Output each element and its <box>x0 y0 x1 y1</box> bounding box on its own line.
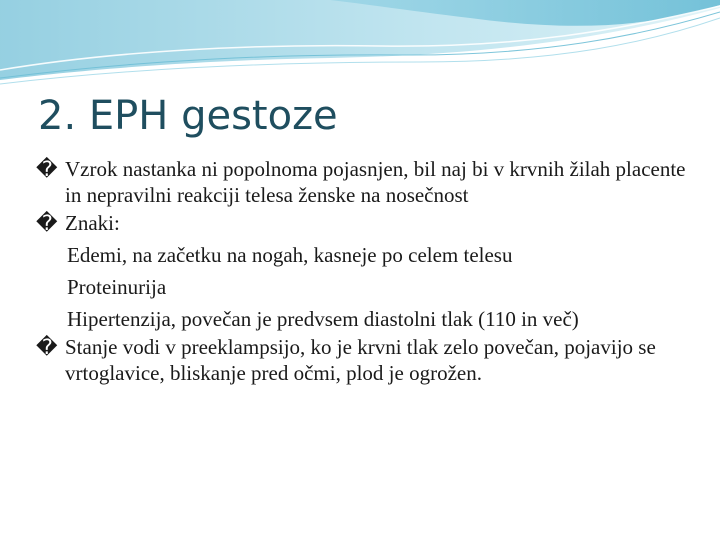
sign-item-hypertension <box>36 306 692 332</box>
bullet-preeclampsia <box>36 334 692 386</box>
slide-title: 2. EPH gestoze <box>38 93 338 139</box>
sign-text: Edemi, na začetku na nogah, kasneje po celem telesu <box>67 243 513 267</box>
bullet-text: Stanje vodi v preeklampsijo, ko je krvni tlak zelo povečan, pojavijo se vrtoglavice, bliskanje pred očmi, plod je ogrožen. <box>65 335 656 385</box>
bullet-cause <box>36 156 692 208</box>
slide-body <box>36 156 692 388</box>
bullet-text: Vzrok nastanka ni popolnoma pojasnjen, bil naj bi v krvnih žilah placente in nepravilni reakciji telesa ženske na nosečnost <box>65 157 686 207</box>
header-wave-banner <box>0 0 720 90</box>
sign-text: Hipertenzija, povečan je predvsem diastolni tlak (110 in več) <box>67 307 579 331</box>
sign-item-proteinuria <box>36 274 692 300</box>
bullet-icon: � <box>36 211 58 235</box>
sign-item-edema <box>36 242 692 268</box>
bullet-icon: � <box>36 335 58 359</box>
bullet-icon: � <box>36 157 58 181</box>
sign-text: Proteinurija <box>67 275 167 299</box>
bullet-text: Znaki: <box>65 211 120 235</box>
bullet-signs <box>36 210 692 236</box>
